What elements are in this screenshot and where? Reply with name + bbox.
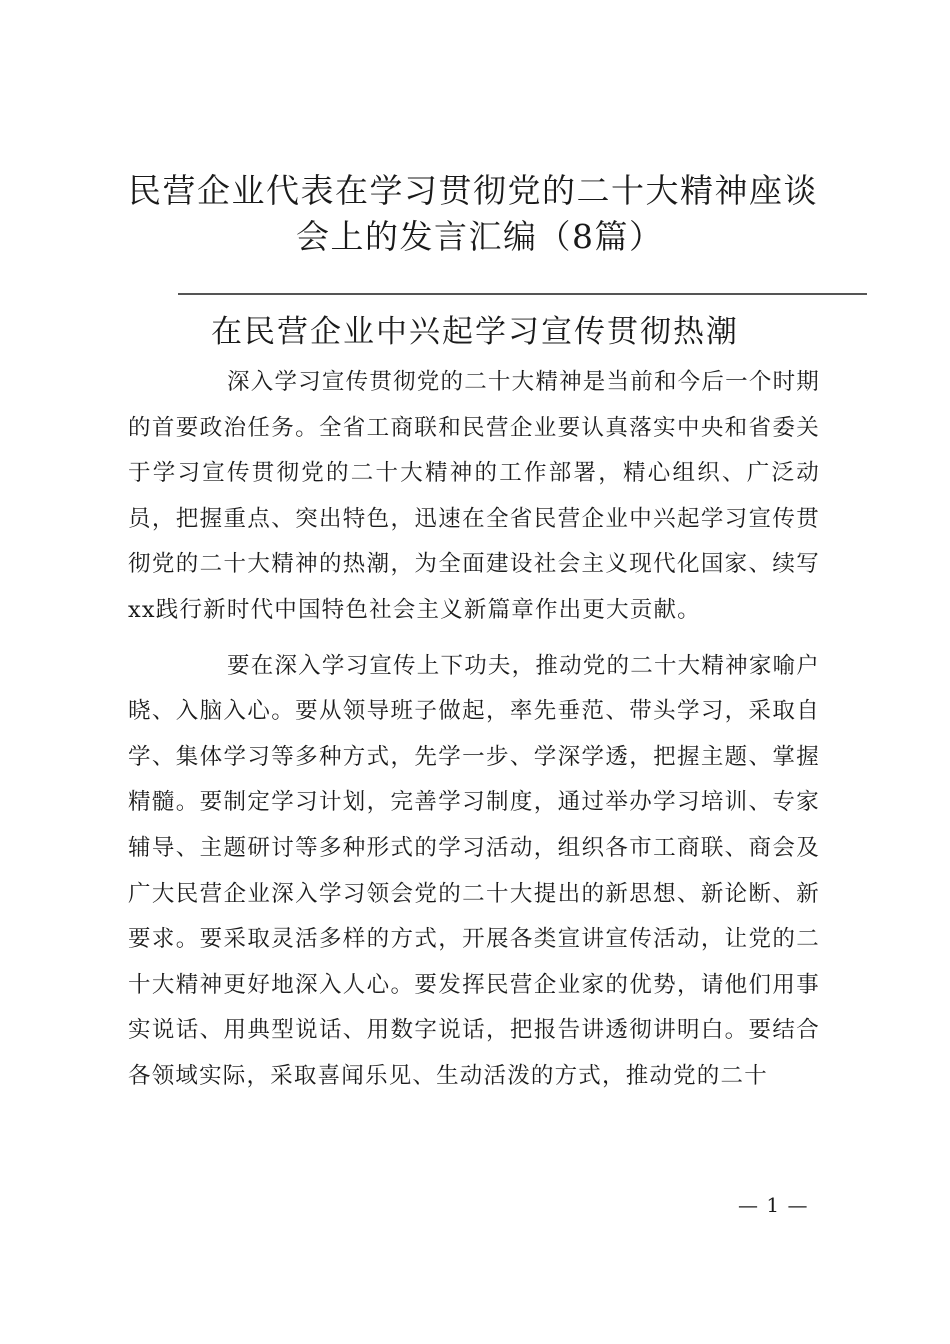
document-title-line-1: 民营企业代表在学习贯彻党的二十大精神座谈 [128,171,818,210]
document-title [128,168,848,260]
section-title: 在民营企业中兴起学习宣传贯彻热潮 [211,314,739,350]
paragraph-1: 深入学习宣传贯彻党的二十大精神是当前和今后一个时期的首要政治任务。全省工商联和民营企业要认真落实中央和省委关于学习宣传贯彻党的二十大精神的工作部署，精心组织、广泛动员，把握重点、突出特色，迅速在全省民营企业中兴起学习宣传贯彻党的二十大精神的热潮，为全面建设社会主义现代化国家、续写xx践行新时代中国特色社会主义新篇章作出更大贡献。 [128,369,820,623]
title-divider [178,293,867,295]
document-title-line-2: 会上的发言汇编（8篇） [296,217,664,256]
page-number: — 1 — [738,1193,809,1217]
document-body [128,360,820,1110]
paragraph-2: 要在深入学习宣传上下功夫，推动党的二十大精神家喻户晓、入脑入心。要从领导班子做起，率先垂范、带头学习，采取自学、集体学习等多种方式，先学一步、学深学透，把握主题、掌握精髓。要制定学习计划，完善学习制度，通过举办学习培训、专家辅导、主题研讨等多种形式的学习活动，组织各市工商联、商会及广大民营企业深入学习领会党的二十大提出的新思想、新论断、新要求。要采取灵活多样的方式，开展各类宣讲宣传活动，让党的二十大精神更好地深入人心。要发挥民营企业家的优势，请他们用事实说话、用典型说话、用数字说话，把报告讲透彻讲明白。要结合各领域实际，采取喜闻乐见、生动活泼的方式，推动党的二十 [128,652,820,1089]
